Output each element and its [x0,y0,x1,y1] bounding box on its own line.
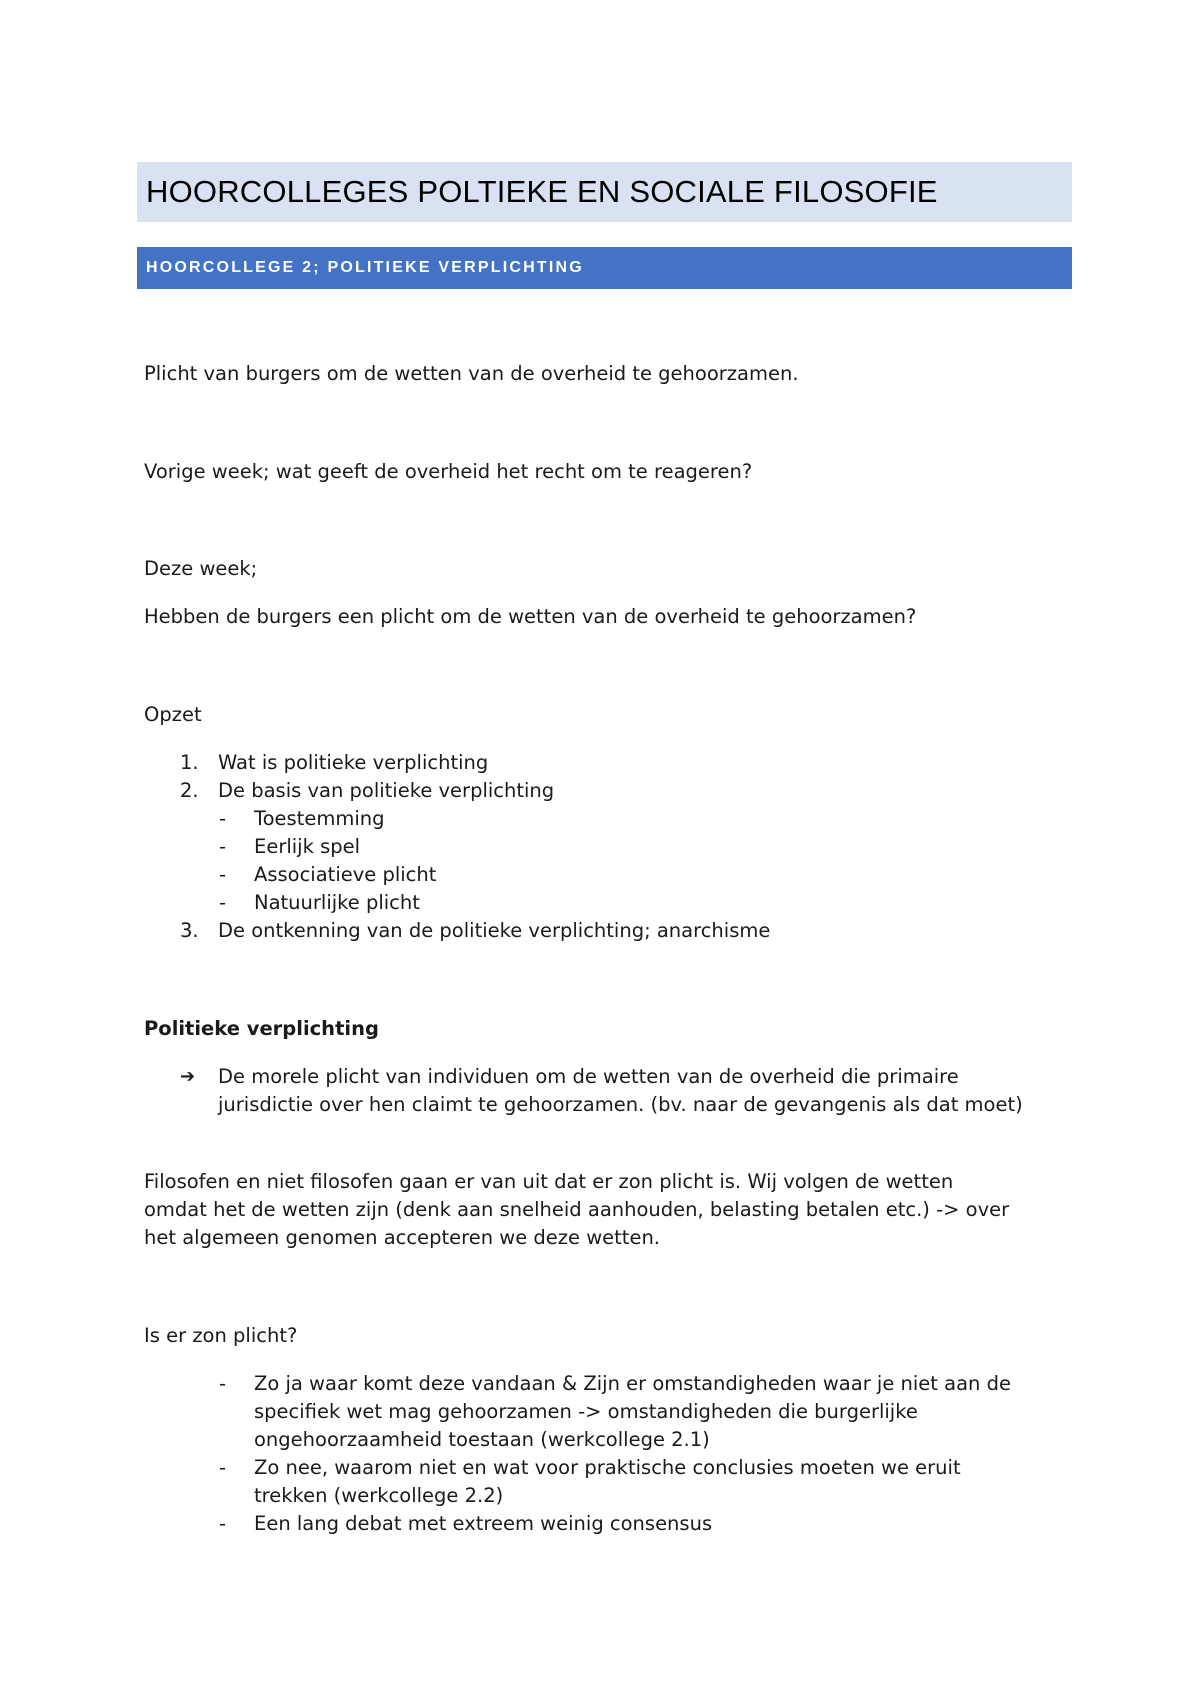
this-week-label: Deze week; [144,557,258,580]
bullet-line: Een lang debat met extreem weinig consensus [254,1512,713,1535]
opzet-label: Opzet [144,703,202,726]
filosofen-line: omdat het de wetten zijn (denk aan snelheid aanhouden, belasting betalen etc.) -> over [144,1198,1010,1221]
list-number: 3. [180,919,199,942]
section-heading: Politieke verplichting [144,1017,379,1040]
list-item: Wat is politieke verplichting [218,751,489,774]
bullet-line: ongehoorzaamheid toestaan (werkcollege 2.1) [254,1428,710,1451]
document-title: HOORCOLLEGES POLTIEKE EN SOCIALE FILOSOFIE [146,174,938,209]
list-dash: - [219,807,227,830]
list-subitem: Associatieve plicht [254,863,437,886]
list-dash: - [219,1372,227,1395]
list-subitem: Natuurlijke plicht [254,891,420,914]
filosofen-line: het algemeen genomen accepteren we deze wetten. [144,1226,660,1249]
list-subitem: Toestemming [254,807,385,830]
list-dash: - [219,863,227,886]
arrow-icon: ➔ [180,1066,196,1087]
list-dash: - [219,835,227,858]
bullet-line: trekken (werkcollege 2.2) [254,1484,504,1507]
list-number: 2. [180,779,199,802]
list-dash: - [219,891,227,914]
this-week-question: Hebben de burgers een plicht om de wetten van de overheid te gehoorzamen? [144,605,917,628]
list-dash: - [219,1512,227,1535]
bullet-line: Zo ja waar komt deze vandaan & Zijn er omstandigheden waar je niet aan de [254,1372,1011,1395]
list-item: De ontkenning van de politieke verplichting; anarchisme [218,919,771,942]
filosofen-line: Filosofen en niet filosofen gaan er van uit dat er zon plicht is. Wij volgen de wetten [144,1170,954,1193]
definition-line: De morele plicht van individuen om de wetten van de overheid die primaire [218,1065,959,1088]
subtitle-band [137,247,1072,289]
section-subtitle: HOORCOLLEGE 2; POLITIEKE VERPLICHTING [146,259,584,276]
intro-paragraph: Plicht van burgers om de wetten van de overheid te gehoorzamen. [144,362,799,385]
list-number: 1. [180,751,199,774]
bullet-line: specifiek wet mag gehoorzamen -> omstandigheden die burgerlijke [254,1400,918,1423]
list-item: De basis van politieke verplichting [218,779,555,802]
list-dash: - [219,1456,227,1479]
definition-line: jurisdictie over hen claimt te gehoorzamen. (bv. naar de gevangenis als dat moet) [218,1093,1023,1116]
list-subitem: Eerlijk spel [254,835,361,858]
last-week-paragraph: Vorige week; wat geeft de overheid het recht om te reageren? [144,460,753,483]
question-paragraph: Is er zon plicht? [144,1324,298,1347]
bullet-line: Zo nee, waarom niet en wat voor praktische conclusies moeten we eruit [254,1456,961,1479]
title-band [137,162,1072,222]
